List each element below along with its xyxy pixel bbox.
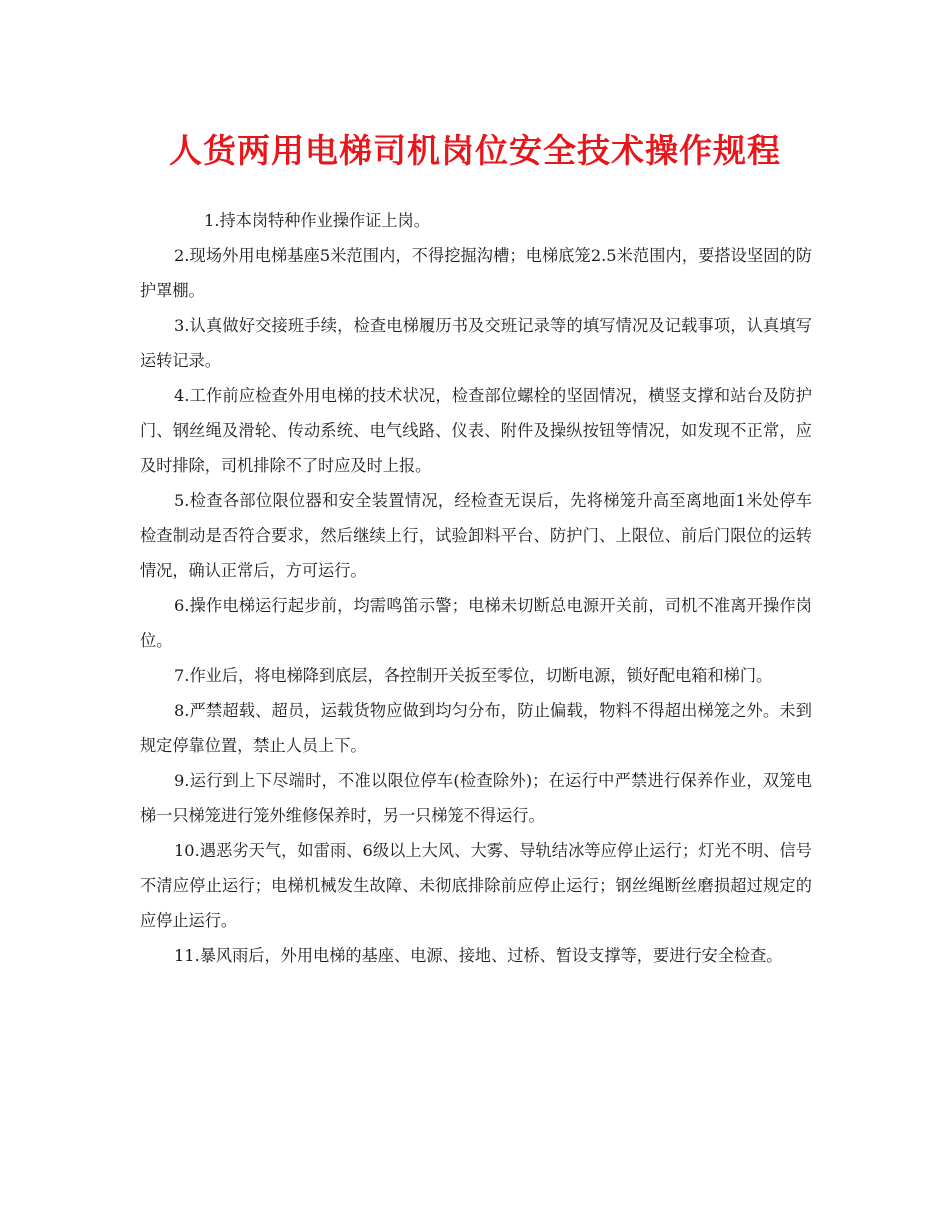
- paragraph-10: 10.遇恶劣天气，如雷雨、6级以上大风、大雾、导轨结冰等应停止运行；灯光不明、信号不清应停止运行；电梯机械发生故障、未彻底排除前应停止运行；钢丝绳断丝磨损超过规定的应停止运行。: [140, 841, 812, 930]
- paragraph-5: 5.检查各部位限位器和安全装置情况，经检查无误后，先将梯笼升高至离地面1米处停车检查制动是否符合要求，然后继续上行，试验卸料平台、防护门、上限位、前后门限位的运转情况，确认正常后，方可运行。: [140, 491, 812, 580]
- paragraph-1: 1.持本岗特种作业操作证上岗。: [204, 211, 430, 230]
- document-body: [140, 203, 812, 973]
- document-title: 人货两用电梯司机岗位安全技术操作规程: [169, 131, 781, 170]
- paragraph-4: 4.工作前应检查外用电梯的技术状况，检查部位螺栓的坚固情况，横竖支撑和站台及防护门、钢丝绳及滑轮、传动系统、电气线路、仪表、附件及操纵按钮等情况，如发现不正常，应及时排除，司机排除不了时应及时上报。: [140, 386, 812, 475]
- paragraph-11: 11.暴风雨后，外用电梯的基座、电源、接地、过桥、暂设支撑等，要进行安全检查。: [174, 946, 783, 965]
- paragraph-6: 6.操作电梯运行起步前，均需鸣笛示警；电梯未切断总电源开关前，司机不准离开操作岗位。: [140, 596, 812, 650]
- paragraph-8: 8.严禁超载、超员，运载货物应做到均匀分布，防止偏载，物料不得超出梯笼之外。未到规定停靠位置，禁止人员上下。: [140, 701, 812, 755]
- paragraph-2: 2.现场外用电梯基座5米范围内，不得挖掘沟槽；电梯底笼2.5米范围内，要搭设坚固的防护罩棚。: [140, 246, 812, 300]
- paragraph-7: 7.作业后，将电梯降到底层，各控制开关扳至零位，切断电源，锁好配电箱和梯门。: [174, 666, 773, 685]
- paragraph-9: 9.运行到上下尽端时，不准以限位停车(检查除外)；在运行中严禁进行保养作业，双笼电梯一只梯笼进行笼外维修保养时，另一只梯笼不得运行。: [140, 771, 812, 825]
- paragraph-3: 3.认真做好交接班手续，检查电梯履历书及交班记录等的填写情况及记载事项，认真填写运转记录。: [140, 316, 812, 370]
